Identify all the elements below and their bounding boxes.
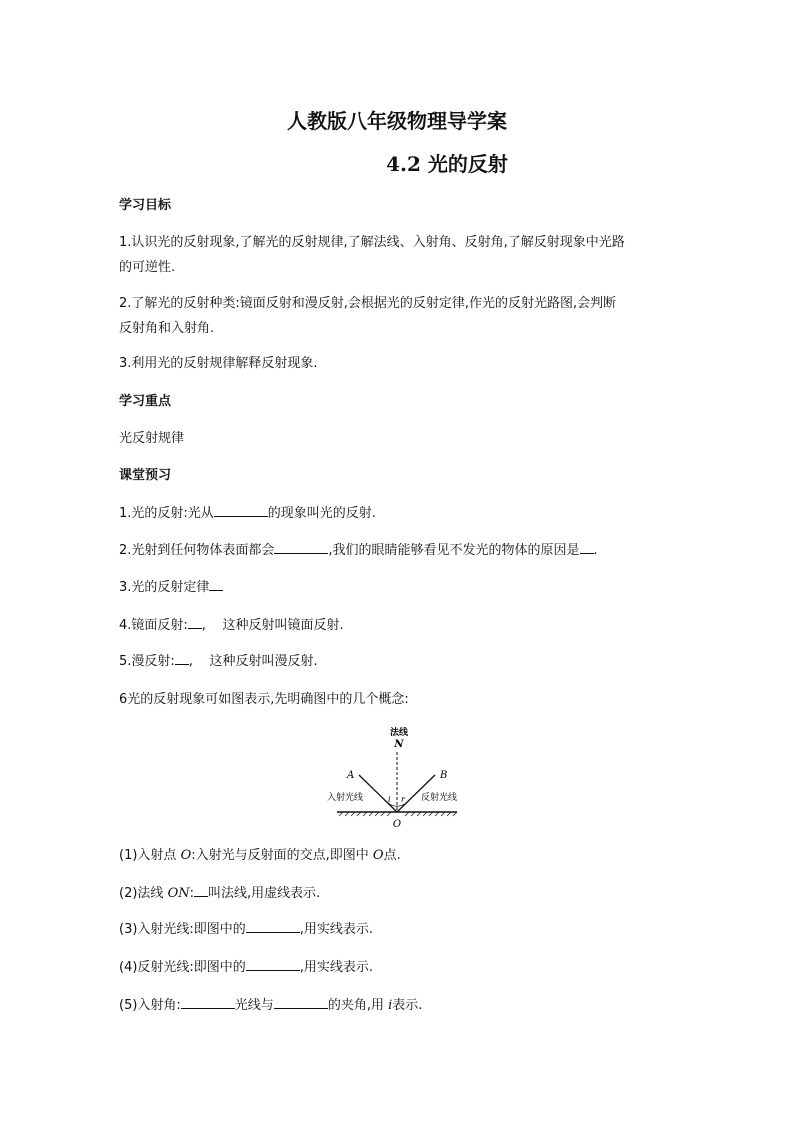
q3-blank[interactable] xyxy=(209,576,223,591)
preview-q5 xyxy=(119,648,318,676)
page-title: 人教版八年级物理导学案 xyxy=(287,109,507,133)
c2-text-a: (2)法线 xyxy=(119,886,168,901)
c3-text-a: (3)入射光线:即图中的 xyxy=(119,922,246,937)
c2-on: ON xyxy=(167,886,190,901)
label-n: N xyxy=(394,739,404,750)
goal-2-line-a: 2.了解光的反射种类:镜面反射和漫反射,会根据光的反射定律,作光的反射光路图,会判断 xyxy=(119,296,617,311)
q2-blank-2[interactable] xyxy=(580,539,594,554)
goal-2-line-b: 反射角和入射角. xyxy=(119,321,215,336)
c1-o: O xyxy=(180,848,192,863)
c1-o2: O xyxy=(372,848,384,863)
preview-q3 xyxy=(119,574,223,602)
c5-i: i xyxy=(388,998,393,1013)
preview-q2 xyxy=(119,537,598,565)
goal-1-line-b: 的可逆性. xyxy=(119,260,176,275)
reflection-diagram xyxy=(325,722,475,832)
c2-text-c: 叫法线,用虚线表示. xyxy=(208,886,321,901)
q5-text-a: 5.漫反射: xyxy=(119,654,175,669)
label-a: A xyxy=(347,770,355,781)
q2-text-b: ,我们的眼睛能够看见不发光的物体的原因是 xyxy=(328,543,580,558)
c5-blank-2[interactable] xyxy=(274,994,328,1009)
c1-text-b: :入射光与反射面的交点,即图中 xyxy=(191,848,373,863)
concept-3 xyxy=(119,916,373,944)
key-text: 光反射规律 xyxy=(119,431,185,446)
preview-heading: 课堂预习 xyxy=(119,468,172,483)
q3-text: 3.光的反射定律 xyxy=(119,580,210,595)
q2-text-a: 2.光射到任何物体表面都会 xyxy=(119,543,275,558)
q4-text-b: , 这种反射叫镜面反射. xyxy=(201,618,344,633)
label-b: B xyxy=(440,770,448,781)
c2-text-b: : xyxy=(189,886,194,901)
q4-blank[interactable] xyxy=(188,614,202,629)
q4-text-a: 4.镜面反射: xyxy=(119,618,188,633)
c5-text-b: 光线与 xyxy=(234,998,274,1013)
c1-text-c: 点. xyxy=(383,848,401,863)
c5-text-c: 的夹角,用 xyxy=(327,998,389,1013)
q5-blank[interactable] xyxy=(175,650,189,665)
incident-ray xyxy=(359,775,397,812)
c1-text-a: (1)入射点 xyxy=(119,848,181,863)
goal-1-line-a: 1.认识光的反射现象,了解光的反射规律,了解法线、入射角、反射角,了解反射现象中光路 xyxy=(119,235,625,250)
q5-text-b: , 这种反射叫漫反射. xyxy=(188,654,318,669)
preview-q6: 6光的反射现象可如图表示,先明确图中的几个概念: xyxy=(119,692,409,707)
page-subtitle: 4.2 光的反射 xyxy=(386,152,508,176)
c5-text-d: 表示. xyxy=(392,998,423,1013)
c4-text-b: ,用实线表示. xyxy=(299,960,374,975)
label-i: i xyxy=(388,795,391,804)
q2-blank-1[interactable] xyxy=(274,539,328,554)
label-o: O xyxy=(392,819,402,830)
normal-label: 法线 xyxy=(389,728,409,738)
c2-blank[interactable] xyxy=(194,882,208,897)
key-heading: 学习重点 xyxy=(119,394,172,409)
reflected-label: 反射光线 xyxy=(421,793,458,803)
preview-q1 xyxy=(119,500,376,528)
incident-label: 入射光线 xyxy=(327,793,364,803)
label-r: r xyxy=(401,795,405,804)
q1-text-b: 的现象叫光的反射. xyxy=(267,506,376,521)
preview-q4 xyxy=(119,612,344,640)
q1-blank[interactable] xyxy=(214,502,268,517)
concept-4 xyxy=(119,954,373,982)
q1-text-a: 1.光的反射:光从 xyxy=(119,506,214,521)
concept-2 xyxy=(119,880,320,908)
c3-blank[interactable] xyxy=(246,918,300,933)
goals-heading: 学习目标 xyxy=(119,198,172,213)
c4-blank[interactable] xyxy=(246,956,300,971)
c3-text-b: ,用实线表示. xyxy=(299,922,374,937)
q2-text-c: . xyxy=(593,543,598,558)
concept-1 xyxy=(119,842,401,870)
c5-blank-1[interactable] xyxy=(181,994,235,1009)
goal-3: 3.利用光的反射规律解释反射现象. xyxy=(119,356,318,371)
c5-text-a: (5)入射角: xyxy=(119,998,181,1013)
concept-5 xyxy=(119,992,422,1020)
c4-text-a: (4)反射光线:即图中的 xyxy=(119,960,246,975)
